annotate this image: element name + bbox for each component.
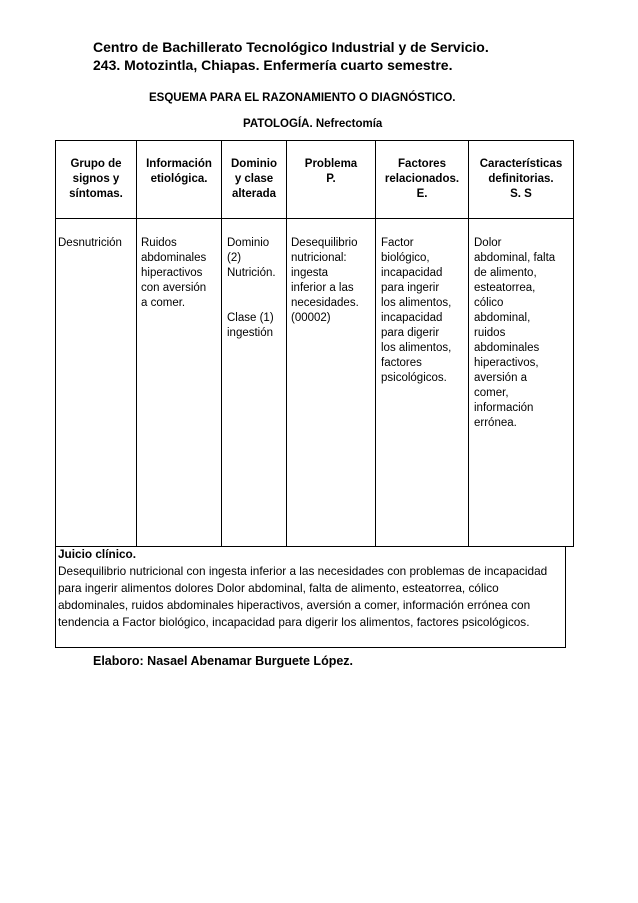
header-signs: Grupo de signos y síntomas. — [69, 158, 123, 200]
schema-title: ESQUEMA PARA EL RAZONAMIENTO O DIAGNÓSTICO. — [149, 92, 456, 104]
pathology-title: PATOLOGÍA. Nefrectomía — [243, 118, 383, 130]
author-line: Elaboro: Nasael Abenamar Burguete López. — [93, 654, 354, 668]
column-divider — [136, 140, 137, 546]
cell-class: Clase (1) ingestión — [227, 312, 274, 339]
column-divider — [375, 140, 376, 546]
cell-problem: Desequilibrio nutricional: ingesta inferior a las necesidades. (00002) — [291, 237, 359, 324]
cell-etiology: Ruidos abdominales hiperactivos con aversión a comer. — [141, 237, 207, 309]
judgment-text: Desequilibrio nutricional con ingesta inferior a las necesidades con problemas de incapacidad para ingerir alimentos dolores Dolor abdominal, falta de alimento, esteatorrea, cólico abdominales, ruidos abdominales hiperactivos, aversión a comer, información errónea con tendencia a Factor biológico, incapacidad para digerir los alimentos, factores psicológicos. — [58, 564, 548, 629]
header-domain: Dominio y clase alterada — [231, 158, 277, 200]
cell-characteristics: Dolor abdominal, falta de alimento, esteatorrea, cólico abdominal, ruidos abdominales hiperactivos, aversión a comer, información errónea. — [474, 237, 556, 429]
cell-factors: Factor biológico, incapacidad para ingerir los alimentos, incapacidad para digerir los alimentos, factores psicológicos. — [381, 237, 452, 384]
institution-title: Centro de Bachillerato Tecnológico Industrial y de Servicio. — [93, 39, 489, 55]
table-top-border — [55, 140, 574, 141]
table-header-divider — [55, 218, 574, 219]
judgment-right-border — [565, 546, 566, 648]
clinical-judgment — [58, 546, 563, 631]
header-characteristics: Características definitorias. S. S — [479, 158, 563, 200]
institution-subtitle: 243. Motozintla, Chiapas. Enfermería cuarto semestre. — [93, 57, 453, 73]
table-left-border — [55, 140, 56, 648]
cell-signs: Desnutrición — [58, 237, 122, 249]
column-divider — [286, 140, 287, 546]
cell-domain: Dominio (2) Nutrición. — [227, 237, 276, 279]
header-etiology: Información etiológica. — [146, 158, 212, 185]
judgment-title: Juicio clínico. — [58, 547, 137, 561]
header-problem: Problema P. — [304, 158, 358, 185]
judgment-bottom-border — [55, 647, 566, 648]
header-factors: Factores relacionados. E. — [384, 158, 460, 200]
column-divider — [221, 140, 222, 546]
